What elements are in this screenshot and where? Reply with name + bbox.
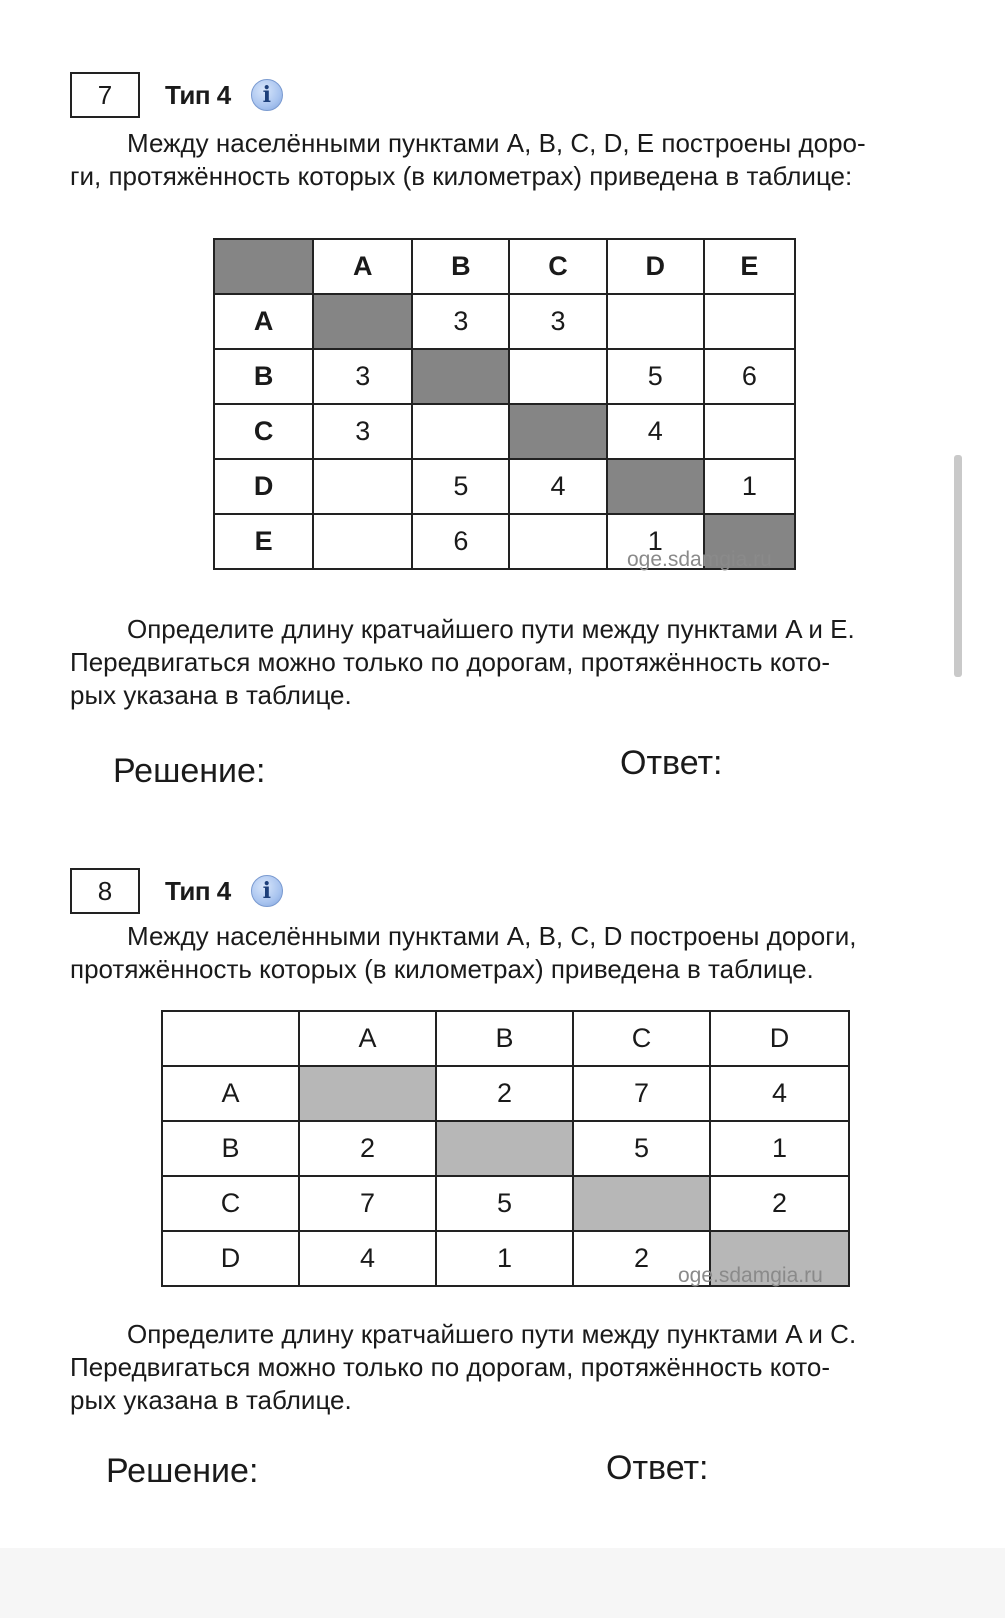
question-line: рых указана в таблице. (70, 1385, 352, 1415)
task-8-type: Тип 4 (165, 875, 231, 906)
corner-cell (162, 1011, 299, 1066)
diagonal-cell (299, 1066, 436, 1121)
distance-cell: 5 (412, 459, 509, 514)
distance-cell (509, 514, 606, 569)
column-header: B (436, 1011, 573, 1066)
diagonal-cell (313, 294, 412, 349)
distance-cell: 1 (704, 459, 795, 514)
row-header: D (162, 1231, 299, 1286)
intro-line: ги, протяжённость которых (в километрах) приведена в таблице: (70, 161, 853, 191)
table-row (214, 294, 795, 349)
question-line: рых указана в таблице. (70, 680, 352, 710)
task-7-distance-table (213, 238, 796, 570)
distance-cell: 1 (710, 1121, 849, 1176)
watermark: oge.sdamgia.ru (678, 1264, 823, 1287)
distance-cell: 3 (313, 349, 412, 404)
corner-cell (214, 239, 313, 294)
task-7-number: 7 (70, 72, 140, 118)
table-row (162, 1121, 849, 1176)
distance-cell (607, 294, 704, 349)
row-header: D (214, 459, 313, 514)
distance-cell: 4 (710, 1066, 849, 1121)
question-line: Передвигаться можно только по дорогам, протяжённость кото- (70, 647, 831, 677)
distance-cell: 2 (573, 1231, 710, 1286)
diagonal-cell (436, 1121, 573, 1176)
task-8-distance-table (161, 1010, 850, 1287)
distance-cell: 3 (509, 294, 606, 349)
column-header: C (573, 1011, 710, 1066)
row-header: C (214, 404, 313, 459)
row-header: C (162, 1176, 299, 1231)
distance-cell: 6 (412, 514, 509, 569)
row-header: B (214, 349, 313, 404)
distance-cell: 4 (509, 459, 606, 514)
task-7-intro (70, 127, 940, 193)
table-row (214, 404, 795, 459)
table-row (162, 1066, 849, 1121)
info-icon[interactable]: i (251, 875, 283, 907)
column-header: D (607, 239, 704, 294)
column-header: D (710, 1011, 849, 1066)
info-icon[interactable]: i (251, 79, 283, 111)
question-line: Определите длину кратчайшего пути между пунктами A и C. (127, 1319, 857, 1349)
row-header: B (162, 1121, 299, 1176)
distance-cell (704, 294, 795, 349)
table-header-row (162, 1011, 849, 1066)
column-header: C (509, 239, 606, 294)
scrollbar[interactable] (954, 455, 962, 677)
distance-cell (704, 404, 795, 459)
column-header: A (313, 239, 412, 294)
distance-cell: 1 (607, 514, 704, 569)
question-line: Передвигаться можно только по дорогам, протяжённость кото- (70, 1352, 831, 1382)
distance-cell: 4 (607, 404, 704, 459)
column-header: B (412, 239, 509, 294)
task-8-header (70, 867, 283, 915)
distance-cell: 3 (412, 294, 509, 349)
row-header: A (214, 294, 313, 349)
bottom-band (0, 1548, 1005, 1618)
watermark: oge.sdamgia.ru (627, 548, 772, 571)
distance-cell: 5 (607, 349, 704, 404)
distance-cell: 2 (710, 1176, 849, 1231)
distance-cell (509, 349, 606, 404)
distance-cell: 4 (299, 1231, 436, 1286)
question-line: Определите длину кратчайшего пути между пунктами A и E. (127, 614, 855, 644)
diagonal-cell (509, 404, 606, 459)
task-8-intro (70, 920, 940, 986)
solution-label: Решение: (106, 1452, 259, 1490)
distance-cell: 2 (436, 1066, 573, 1121)
row-header: E (214, 514, 313, 569)
distance-cell: 5 (573, 1121, 710, 1176)
task-8-number: 8 (70, 868, 140, 914)
row-header: A (162, 1066, 299, 1121)
diagonal-cell (573, 1176, 710, 1231)
distance-cell: 2 (299, 1121, 436, 1176)
distance-cell (313, 514, 412, 569)
answer-label: Ответ: (620, 744, 723, 782)
column-header: A (299, 1011, 436, 1066)
intro-line: протяжённость которых (в километрах) приведена в таблице. (70, 954, 814, 984)
task-7-type: Тип 4 (165, 79, 231, 110)
answer-label: Ответ: (606, 1449, 709, 1487)
intro-line: Между населёнными пунктами A, B, C, D, E построены доро- (127, 128, 866, 158)
distance-cell (313, 459, 412, 514)
diagonal-cell (607, 459, 704, 514)
table-row (162, 1176, 849, 1231)
column-header: E (704, 239, 795, 294)
intro-line: Между населёнными пунктами A, B, C, D построены дороги, (127, 921, 857, 951)
task-7-header (70, 71, 283, 119)
distance-cell: 7 (573, 1066, 710, 1121)
diagonal-cell (412, 349, 509, 404)
distance-cell: 6 (704, 349, 795, 404)
task-8-question (70, 1318, 940, 1417)
distance-cell (412, 404, 509, 459)
table-header-row (214, 239, 795, 294)
table-row (214, 349, 795, 404)
table-row (214, 459, 795, 514)
distance-cell: 1 (436, 1231, 573, 1286)
distance-cell: 5 (436, 1176, 573, 1231)
solution-label: Решение: (113, 752, 266, 790)
distance-cell: 7 (299, 1176, 436, 1231)
distance-cell: 3 (313, 404, 412, 459)
task-7-question (70, 613, 940, 712)
